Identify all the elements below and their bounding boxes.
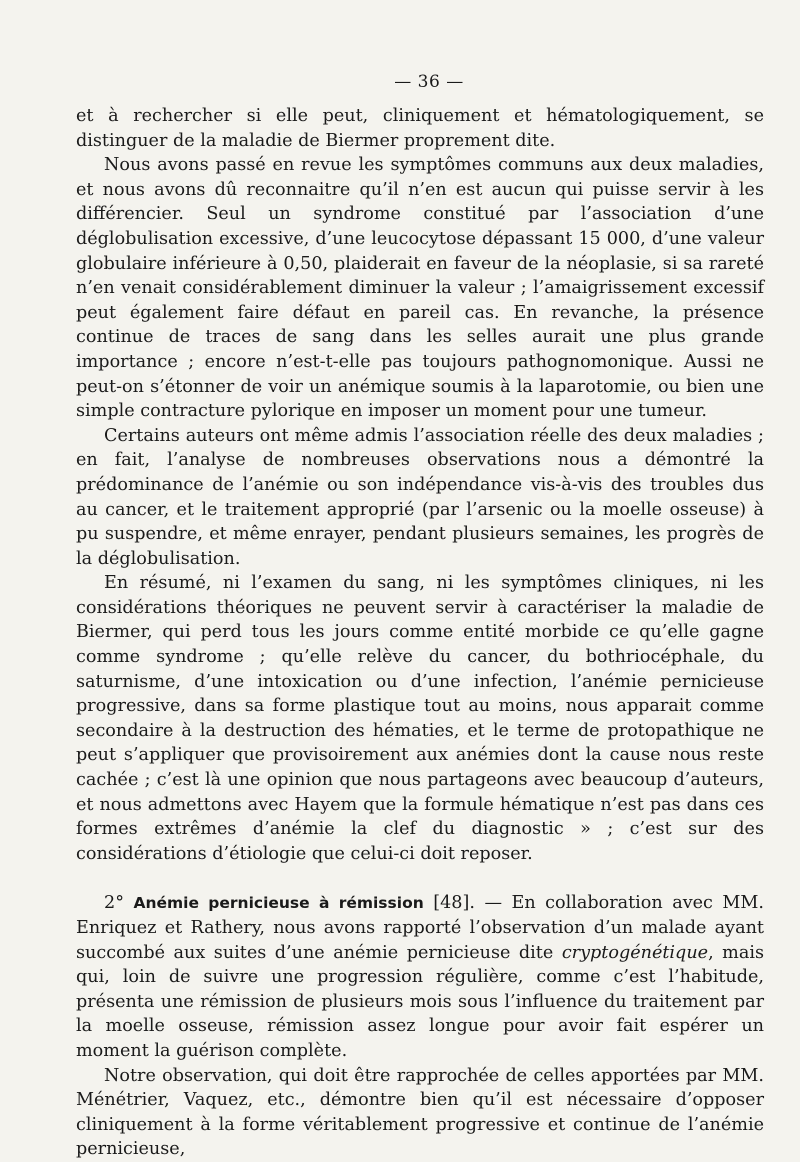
page-number: — 36 — bbox=[394, 72, 464, 92]
paragraph-observation: Notre observation, qui doit être rapprochée de celles apportées par MM. Ménétrier, Vaquez, etc., démontre bien qu’il est nécessaire d’opposer cliniquement à la forme véritablement progressive et continue de l’anémie pernicieuse, bbox=[76, 1065, 764, 1160]
paragraph-continuation: et à rechercher si elle peut, cliniquement et hématologiquement, se distinguer de la maladie de Biermer proprement dite. bbox=[76, 106, 764, 151]
paragraph-association: Certains auteurs ont même admis l’association réelle des deux maladies ; en fait, l’analyse de nombreuses observations nous a démontré la prédominance de l’anémie ou son indépendance vis-à-vis des troubles dus au cancer, et le traitement approprié (par l’arsenic ou la moelle osseuse) à pu suspendre, et même enrayer, pendant plusieurs semaines, les progrès de la déglobulisation. bbox=[76, 425, 764, 569]
paragraph-symptoms: Nous avons passé en revue les symptômes communs aux deux maladies, et nous avons dû reconnaitre qu’il n’en est aucun qui puisse servir à les différencier. Seul un syndrome constitué par l’association d’une déglobulisation excessive, d’une leucocytose dépassant 15 000, d’une valeur globulaire inférieure à 0,50, plaiderait en faveur de la néoplasie, si sa rareté n’en venait considérablement diminuer la valeur ; l’amaigrissement excessif peut également faire défaut en pareil cas. En revanche, la présence continue de traces de sang dans les selles aurait une plus grande importance ; encore n’est-t-elle pas toujours pathognomonique. Aussi ne peut-on s’étonner de voir un anémique soumis à la laparotomie, ou bien une simple contracture pylorique en imposer un moment pour une tumeur. bbox=[76, 155, 764, 422]
section-heading: Anémie pernicieuse à rémission bbox=[133, 894, 424, 913]
section-italic-term: cryptogénétique bbox=[561, 942, 709, 963]
section-number: 2° bbox=[104, 893, 124, 914]
section-reference: [48]. bbox=[433, 893, 475, 914]
section-text-part1: — En collaboration avec MM. Enriquez et Rathery, nous avons rapporté l’observation d’un malade ayant succombé aux suites d’une anémie pernicieuse dite bbox=[76, 893, 765, 963]
section-text-part2: , mais qui, loin de suivre une progression régulière, comme c’est l’habitude, présenta une rémission de plusieurs mois sous l’influence du traitement par la moelle osseuse, rémission assez longue pour avoir fait espérer un moment la guérison complète. bbox=[76, 942, 764, 1061]
section-remission-paragraph bbox=[76, 891, 764, 1063]
paragraph-summary: En résumé, ni l’examen du sang, ni les symptômes cliniques, ni les considérations théoriques ne peuvent servir à caractériser la maladie de Biermer, qui perd tous les jours comme entité morbide ce qu’elle gagne comme syndrome ; qu’elle relève du cancer, du bothriocéphale, du saturnisme, d’une intoxication ou d’une infection, l’anémie pernicieuse progressive, dans sa forme plastique tout au moins, nous apparait comme secondaire à la destruction des hématies, et le terme de protopathique ne peut s’appliquer que provisoirement aux anémies dont la cause nous reste cachée ; c’est là une opinion que nous partageons avec beaucoup d’auteurs, et nous admettons avec Hayem que la formule hématique n’est pas dans ces formes extrêmes d’anémie la clef du diagnostic » ; c’est sur des considérations d’étiologie que celui-ci doit reposer. bbox=[76, 573, 764, 864]
